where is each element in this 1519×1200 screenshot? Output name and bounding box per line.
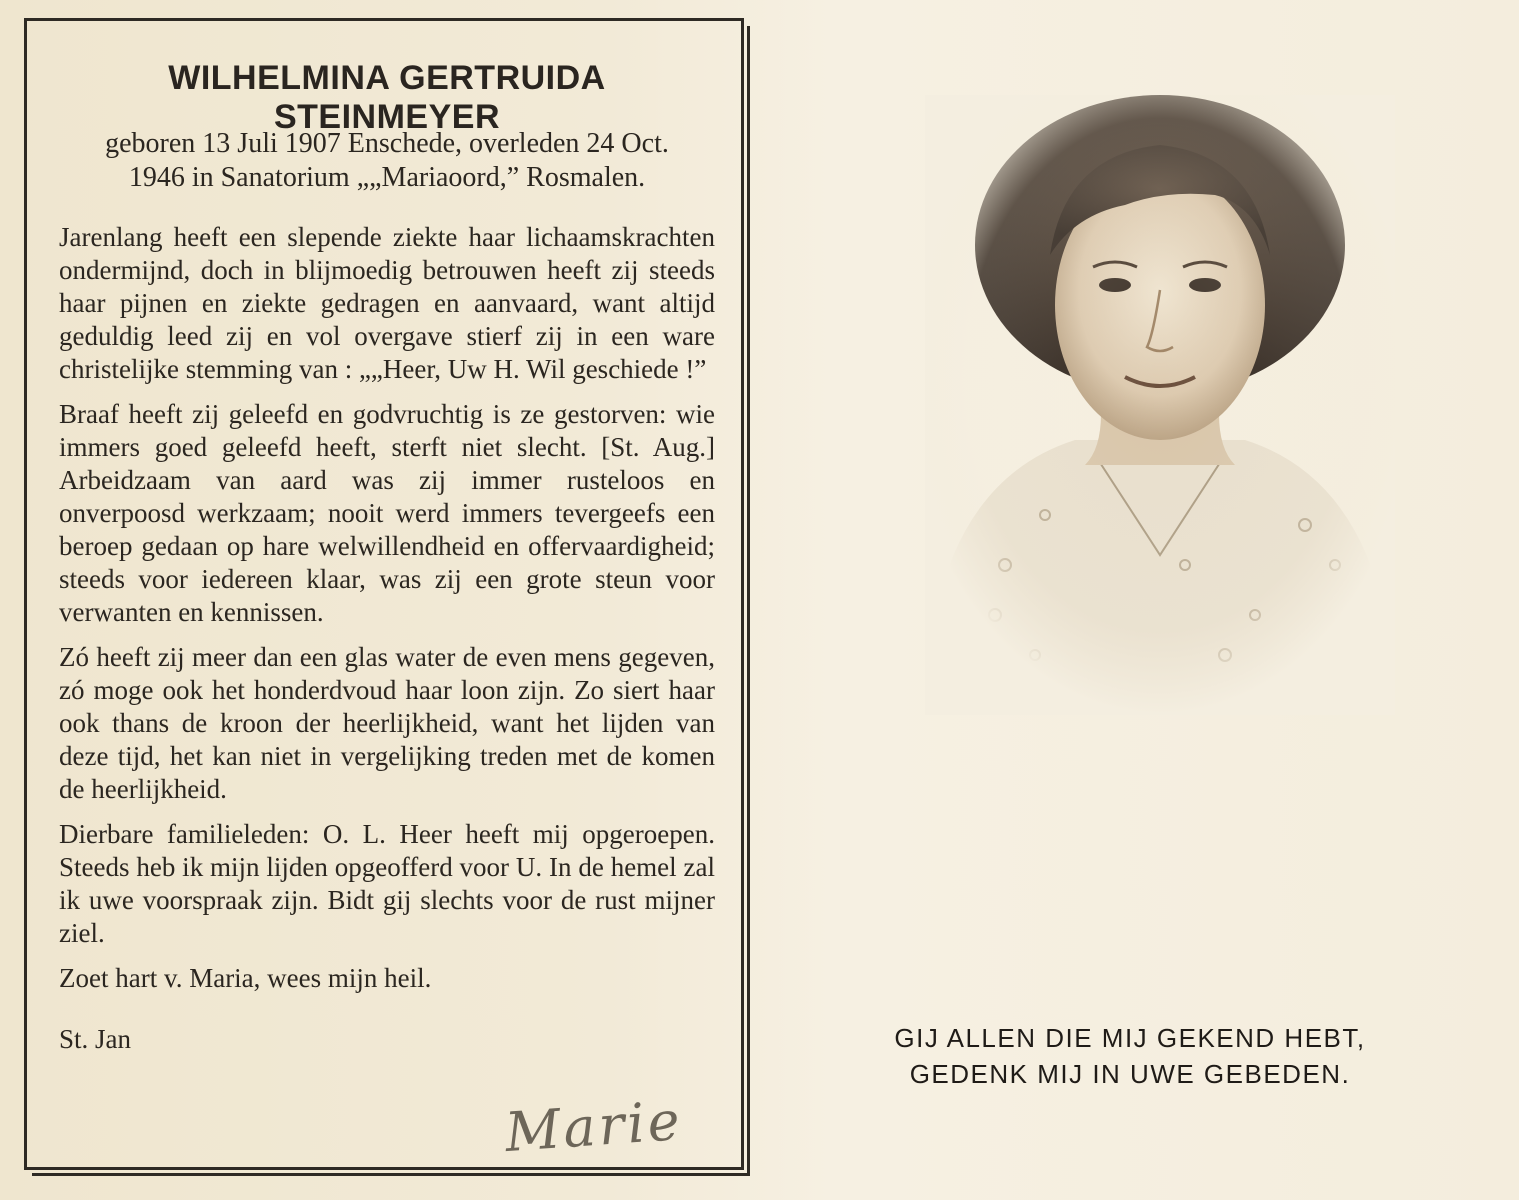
prayer-caption <box>830 1020 1430 1092</box>
prayer-line-1: GIJ ALLEN DIE MIJ GEKEND HEBT, <box>894 1023 1366 1053</box>
birth-death-dates <box>57 127 717 195</box>
deceased-name: WILHELMINA GERTRUIDA STEINMEYER <box>168 59 606 136</box>
memorial-text <box>59 221 715 1068</box>
dates-line-1: geboren 13 Juli 1907 Enschede, overleden 24 Oct. <box>105 128 669 159</box>
paragraph-family: Dierbare familieleden: O. L. Heer heeft mij opgeroepen. Steeds heb ik mijn lijden opgeofferd voor U. In de hemel zal ik uwe voorspraak zijn. Bidt gij slechts voor de rust mijner ziel. <box>59 819 715 948</box>
dates-line-2: 1946 in Sanatorium „„Mariaoord,” Rosmalen. <box>128 162 646 193</box>
paragraph-illness: Jarenlang heeft een slepende ziekte haar lichaamskrachten ondermijnd, doch in blijmoedig betrouwen heeft zij steeds haar pijnen en ziekte gedragen en aanvaard, want altijd geduldig leed zij en vol overgave stierf zij in een ware christelijke stemming van : „„Heer, Uw H. Wil geschiede !” <box>59 222 715 384</box>
printer-name: St. Jan <box>59 1024 132 1054</box>
handwritten-signature: Marie <box>503 1088 685 1165</box>
text-panel <box>24 18 744 1170</box>
paragraph-life: Braaf heeft zij geleefd en godvruchtig is ze gestorven: wie immers goed geleefd heeft, sterft niet slecht. [St. Aug.] Arbeidzaam van aard was zij immer rusteloos en onverpoosd werkzaam; nooit werd immers tevergeefs een beroep gedaan op hare welwillendheid en offervaardigheid; steeds voor iedereen klaar, was zij een grote steun voor verwanten en kennissen. <box>59 399 715 627</box>
portrait-photo <box>925 95 1395 715</box>
paragraph-reward: Zó heeft zij meer dan een glas water de even mens gegeven, zó moge ook het honderdvoud haar loon zijn. Zo siert haar ook thans de kroon der heerlijkheid, want het lijden van deze tijd, het kan niet in vergelijking treden met de komen de heerlijkheid. <box>59 642 715 804</box>
paragraph-prayer: Zoet hart v. Maria, wees mijn heil. <box>59 963 432 993</box>
prayer-line-2: GEDENK MIJ IN UWE GEBEDEN. <box>909 1059 1351 1089</box>
